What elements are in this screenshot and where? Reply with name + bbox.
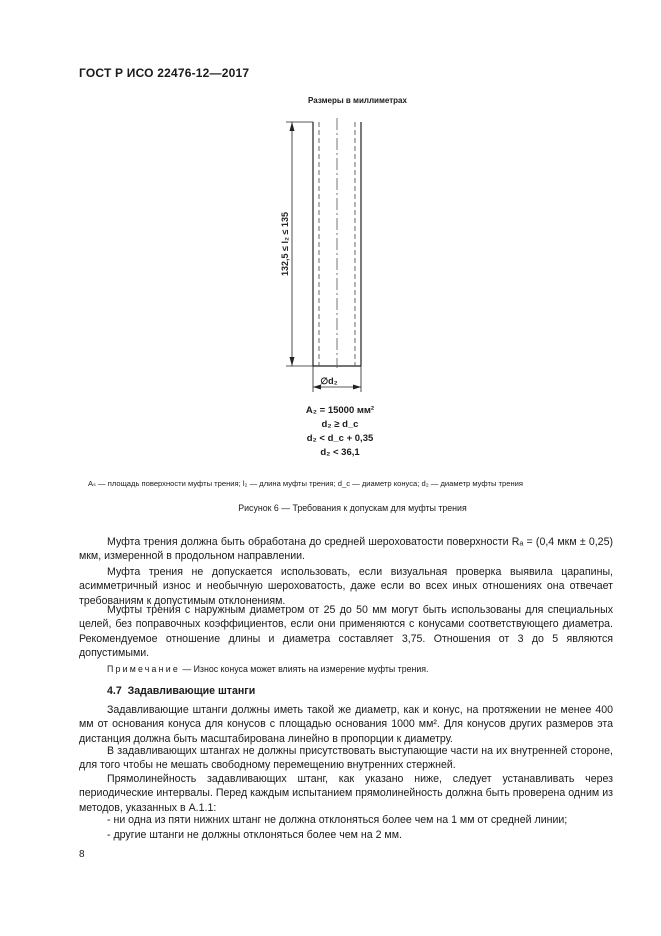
section-number: 4.7 <box>107 685 122 697</box>
list-item: - ни одна из пяти нижних штанг не должна отклоняться более чем на 1 мм от средней линии; <box>107 814 568 826</box>
formula-max-diameter-tolerance: d₂ < d_c + 0,35 <box>306 433 374 444</box>
paragraph-diameters <box>79 603 613 661</box>
paragraph-rod-diameter <box>79 703 613 746</box>
paragraph-text: Муфта трения не допускается использовать, если визуальная проверка выявила царапины, асимметричный износ и необычную шероховатость, даже если во всех иных отношениях она отвечает требованиям к допустимым отклонениям. <box>79 566 613 607</box>
paragraph-text: Задавливающие штанги должны иметь такой же диаметр, как и конус, на протяжении не менее 400 мм от основания конуса для конусов с площадью основания 1000 мм². Для конусов других размеров эта дистанция должна быть масштабирована линейно в пропорции к диаметру. <box>79 704 613 745</box>
note <box>107 664 428 674</box>
formula-area: A₂ = 15000 мм² <box>305 405 375 416</box>
section-heading <box>107 685 255 697</box>
figure-formulas <box>270 404 410 460</box>
paragraph-inspection <box>79 565 613 608</box>
formula-min-diameter: d₂ ≥ d_c <box>321 419 359 430</box>
formula-max-diameter: d₂ < 36,1 <box>320 447 360 458</box>
paragraph-rod-inner <box>79 744 613 773</box>
diameter-dimension-label: ∅d₂ <box>320 376 338 386</box>
paragraph-text: В задавливающих штангах не должны присутствовать выступающие части на их внутренней стороне, для того чтобы не мешать свободному перемещению внутренних стержней. <box>79 745 613 772</box>
page-number: 8 <box>79 849 85 860</box>
paragraph-text: Муфта трения должна быть обработана до средней шероховатости поверхности Rₐ = (0,4 мкм ± 0,25) мкм, измеренной в продольном направлении. <box>79 536 613 563</box>
list-item: - другие штанги не должны отклоняться более чем на 2 мм. <box>107 829 402 841</box>
document-header: ГОСТ Р ИСО 22476-12—2017 <box>79 66 250 80</box>
note-label: Примечание <box>107 664 180 674</box>
paragraph-straightness <box>79 772 613 815</box>
figure-caption: Рисунок 6 — Требования к допускам для муфты трения <box>238 503 467 513</box>
note-text: — Износ конуса может влиять на измерение муфты трения. <box>179 664 429 674</box>
paragraph-text: Прямолинейность задавливающих штанг, как указано ниже, следует устанавливать через периодические интервалы. Перед каждым испытанием прямолинейность должна быть проверена одним из методов, указанных в А.1.1: <box>79 773 613 814</box>
figure-units-note: Размеры в миллиметрах <box>308 96 407 105</box>
figure-legend: Aₛ — площадь поверхности муфты трения; l₂ — длина муфты трения; d_c — диаметр конуса; d₂ — диаметр муфты трения <box>88 479 523 488</box>
length-dimension-label: 132,5 ≤ l₂ ≤ 135 <box>280 212 290 276</box>
paragraph-text: Муфты трения с наружным диаметром от 25 до 50 мм могут быть использованы для специальных целей, без поправочных коэффициентов, если они применяются с конусами соответствующего диаметра. Рекомендуемое отношение длины и диаметра составляет 3,75. Отношения от 3 до 5 являются допустимыми. <box>79 604 613 660</box>
section-title: Задавливающие штанги <box>127 685 256 697</box>
paragraph-roughness <box>79 535 613 564</box>
